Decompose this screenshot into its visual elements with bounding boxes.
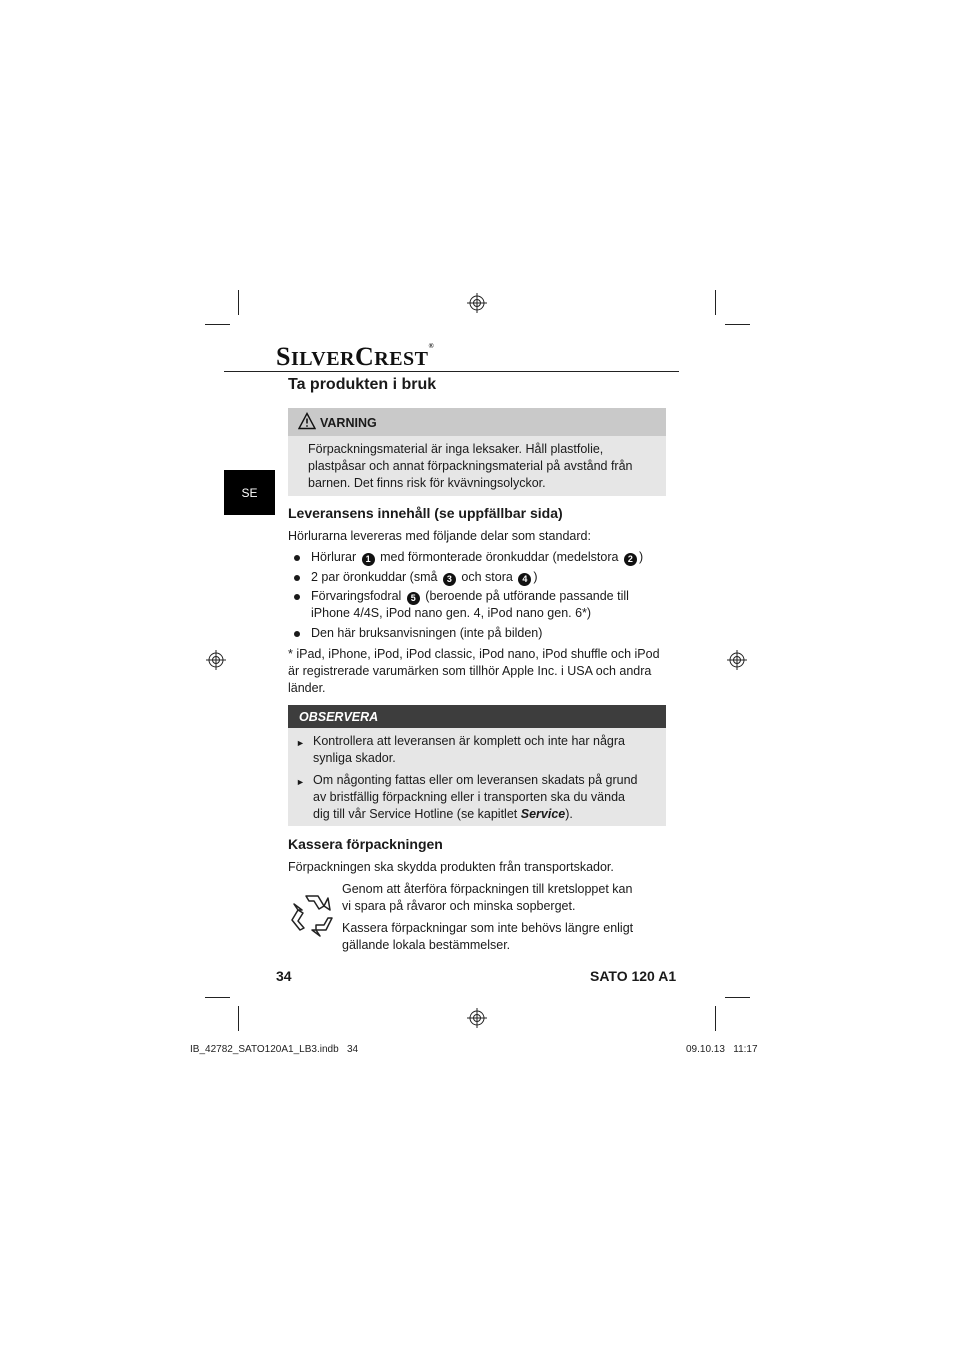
crop-mark (715, 290, 716, 315)
warning-title: VARNING (320, 416, 377, 430)
note-item: Om någonting fattas eller om leveransen skadats på grund av bristfällig förpackning eller i transporten ska du vända dig till vår Service Hotline (se kapitlet Service). (313, 773, 638, 821)
contents-intro: Hörlurarna levereras med följande delar som standard: (288, 529, 591, 543)
arrow-right-icon: ► (296, 777, 305, 787)
contents-title: Leveransens innehåll (se uppfällbar sida) (288, 505, 563, 521)
list-item: 2 par öronkuddar (små 3 och stora 4 ) (311, 570, 538, 584)
warning-box (288, 408, 666, 496)
list-item: Förvaringsfodral 5 (beroende på utförande passande till iPhone 4/4S, iPod nano gen. 4, iPod nano gen. 6*) (311, 589, 629, 620)
footnote: * iPad, iPhone, iPod, iPod classic, iPod nano, iPod shuffle och iPod är registrerade varumärken som tillhör Apple Inc. i USA och andra länder. (288, 647, 660, 695)
note-title: OBSERVERA (299, 710, 379, 724)
registration-mark-icon (206, 650, 226, 670)
arrow-right-icon: ► (296, 738, 305, 748)
list-item: Hörlurar 1 med förmonterade öronkuddar (medelstora 2 ) (311, 550, 644, 564)
part-number-badge: 4 (518, 573, 531, 586)
disposal-paragraph: Genom att återföra förpackningen till kretsloppet kan vi spara på råvaror och minska sopberget. (342, 882, 633, 913)
bullet (294, 631, 300, 637)
part-number-badge: 1 (362, 553, 375, 566)
note-item: Kontrollera att leveransen är komplett och inte har några synliga skador. (313, 734, 625, 765)
bullet (294, 594, 300, 600)
warning-text (308, 441, 648, 492)
warning-triangle-icon (298, 412, 316, 430)
crop-mark (725, 324, 750, 325)
brand-logo: SILVERCREST® (276, 342, 435, 371)
crop-mark (205, 997, 230, 998)
crop-mark (715, 1006, 716, 1031)
list-item: Den här bruksanvisningen (inte på bilden) (311, 626, 543, 640)
crop-mark (238, 1006, 239, 1031)
note-header (288, 705, 666, 728)
crop-mark (725, 997, 750, 998)
bullet (294, 575, 300, 581)
crop-mark (238, 290, 239, 315)
disposal-intro: Förpackningen ska skydda produkten från transportskador. (288, 860, 614, 874)
section-title: Ta produkten i bruk (288, 376, 437, 393)
warning-line: Förpackningsmaterial är inga leksaker. Håll plastfolie, (308, 442, 604, 456)
warning-line: plastpåsar och annat förpackningsmaterial på avstånd från (308, 459, 633, 473)
part-number-badge: 5 (407, 592, 420, 605)
disposal-title: Kassera förpackningen (288, 836, 443, 852)
print-slug-file: IB_42782_SATO120A1_LB3.indb 34 (190, 1044, 359, 1055)
crop-mark (205, 324, 230, 325)
model-name: SATO 120 A1 (590, 968, 677, 984)
registration-mark-icon (467, 293, 487, 313)
recycle-icon (288, 892, 336, 938)
warning-header (288, 408, 666, 436)
registration-mark-icon (727, 650, 747, 670)
part-number-badge: 3 (443, 573, 456, 586)
language-tab: SE (224, 470, 275, 515)
header-rule (224, 371, 679, 372)
bullet (294, 555, 300, 561)
note-box (288, 705, 666, 826)
disposal-paragraph: Kassera förpackningar som inte behövs längre enligt gällande lokala bestämmelser. (342, 921, 634, 952)
part-number-badge: 2 (624, 553, 637, 566)
warning-line: barnen. Det finns risk för kvävningsolyckor. (308, 476, 546, 490)
page-number: 34 (276, 968, 292, 984)
print-slug-date: 09.10.13 11:17 (686, 1044, 758, 1055)
registration-mark-icon (467, 1008, 487, 1028)
